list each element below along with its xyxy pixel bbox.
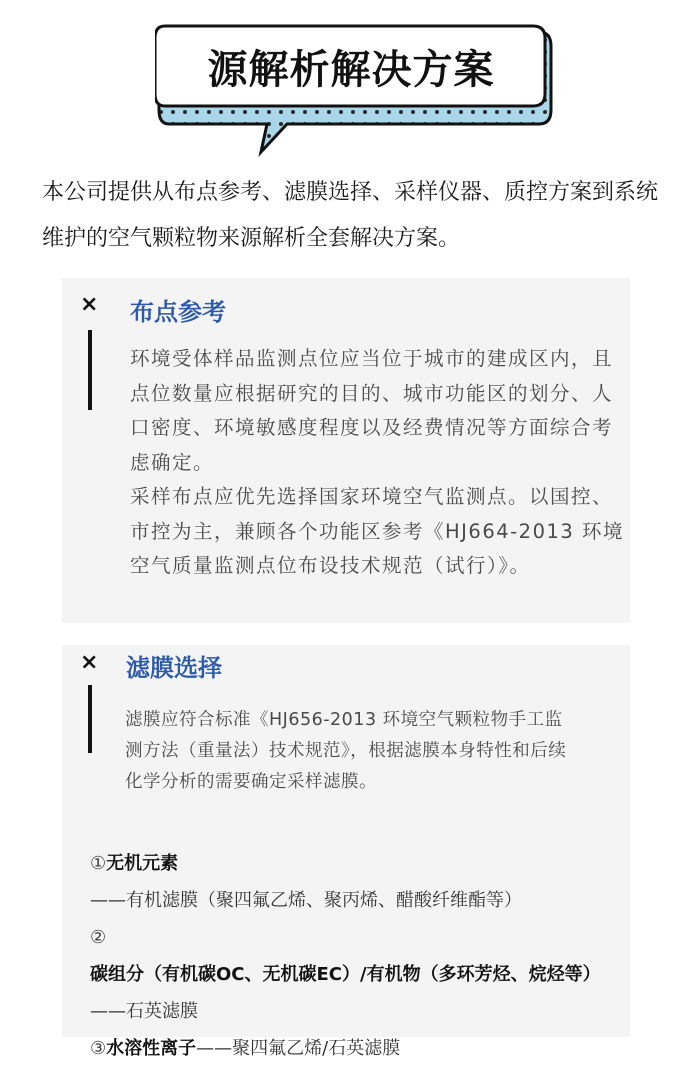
list-number: ②: [90, 927, 107, 948]
section-bar: [88, 685, 92, 753]
list-term: 碳组分（有机碳OC、无机碳EC）/有机物（多环芳烃、烷烃等）: [90, 964, 601, 985]
list-number: ①: [90, 853, 107, 874]
page-title: 源解析解决方案: [207, 47, 495, 93]
section-bar: [88, 330, 92, 410]
list-term: 无机元素: [106, 853, 179, 874]
section-title-site-selection: 布点参考: [130, 298, 226, 326]
filter-list: [90, 845, 610, 1067]
list-desc: ——聚四氟乙烯/石英滤膜: [196, 1038, 401, 1059]
section-body-site-selection: [130, 342, 630, 584]
section-title-filter-selection: 滤膜选择: [126, 654, 222, 682]
paragraph: 采样布点应优先选择国家环境空气监测点。以国控、市控为主，兼顾各个功能区参考《HJ664-2013 环境空气质量监测点位布设技术规范（试行）》。: [130, 485, 624, 577]
close-x-icon: ×: [80, 292, 99, 317]
paragraph: 滤膜应符合标准《HJ656-2013 环境空气颗粒物手工监测方法（重量法）技术规范》，根据滤膜本身特性和后续化学分析的需要确定采样滤膜。: [125, 710, 567, 792]
list-term: 水溶性离子: [106, 1038, 197, 1059]
list-desc: ——石英滤膜: [90, 1001, 198, 1022]
list-item: [90, 1030, 610, 1067]
title-bubble: [155, 22, 555, 162]
section-body-filter-selection: [125, 705, 575, 798]
list-number: ③: [90, 1038, 107, 1059]
list-desc: ——有机滤膜（聚四氟乙烯、聚丙烯、醋酸纤维酯等）: [90, 890, 522, 911]
list-item: [90, 919, 610, 1030]
intro-text: 本公司提供从布点参考、滤膜选择、采样仪器、质控方案到系统维护的空气颗粒物来源解析全套解决方案。: [42, 180, 659, 251]
paragraph: 环境受体样品监测点位应当位于城市的建成区内，且点位数量应根据研究的目的、城市功能区的划分、人口密度、环境敏感度程度以及经费情况等方面综合考虑确定。: [130, 347, 614, 474]
list-item: [90, 845, 610, 919]
close-x-icon: ×: [80, 650, 99, 675]
